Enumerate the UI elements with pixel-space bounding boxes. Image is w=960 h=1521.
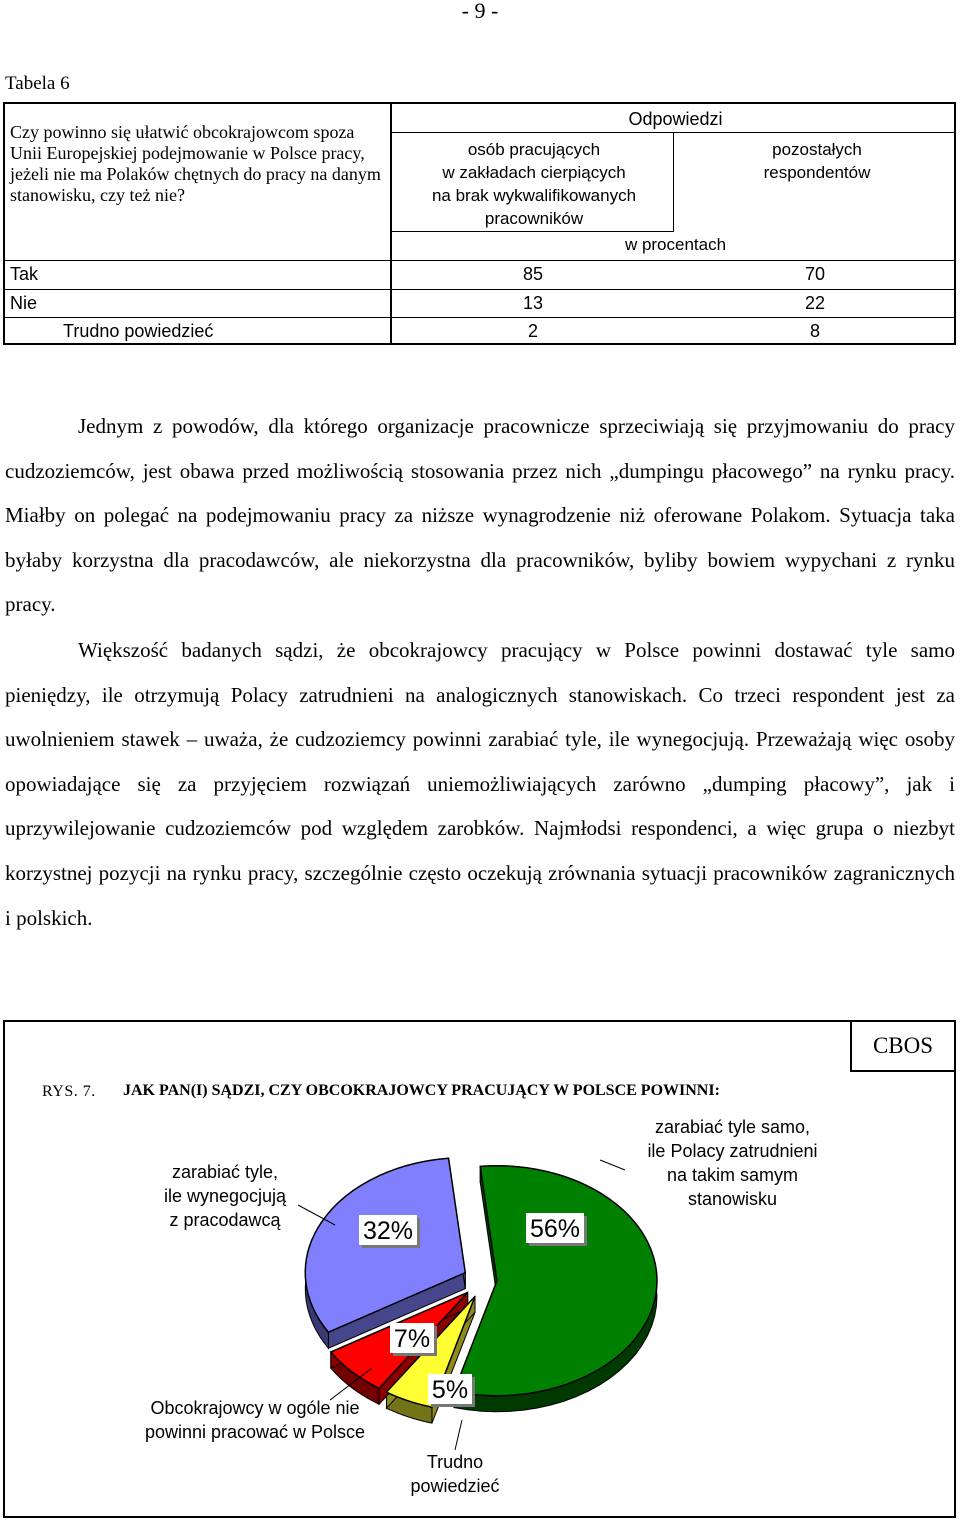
header-odpowiedzi: Odpowiedzi	[628, 109, 723, 129]
slice-label-dk: Trudno powiedzieć	[410, 1452, 500, 1496]
header-unit: w procentach	[624, 235, 727, 254]
value-label-same: 56%	[529, 1215, 581, 1243]
row-value-col1: 85	[522, 264, 544, 284]
figure-label: RYS. 7.	[42, 1083, 96, 1100]
header-col2: pozostałych respondentów	[763, 140, 871, 182]
slice-label-fixed: zarabiać tyle, ile wynegocjują z pracodawcą	[163, 1162, 287, 1230]
value-label-no: 7%	[393, 1325, 431, 1353]
row-label: Tak	[10, 264, 39, 284]
leader-line	[455, 1420, 462, 1450]
row-label: Nie	[10, 293, 38, 313]
slice-label-same: zarabiać tyle samo, ile Polacy zatrudnieni na takim samym stanowisku	[647, 1117, 818, 1209]
row-value-col1: 2	[527, 321, 538, 341]
row-value-col1: 13	[522, 293, 544, 313]
value-label-fixed: 32%	[362, 1217, 414, 1245]
leader-line	[600, 1160, 625, 1170]
value-label-dk: 5%	[431, 1376, 469, 1404]
paragraph-1: Jednym z powodów, dla którego organizacje pracownicze sprzeciwiają się przyjmowaniu do pracy cudzoziemców, jest obawa przed możliwością stosowania przez nich „dumpingu płacowego” na rynku pracy. Miałby on polegać na podejmowaniu pracy za niższe wynagrodzenie niż oferowane Polakom. Sytuacja taka byłaby korzystna dla pracodawców, ale niekorzystna dla pracowników, byliby bowiem wypychani z rynku pracy.	[5, 414, 955, 617]
row-value-col2: 8	[809, 321, 820, 341]
row-value-col2: 22	[804, 293, 826, 313]
row-value-col2: 70	[804, 264, 826, 284]
figure-title: JAK PAN(I) SĄDZI, CZY OBCOKRAJOWCY PRACUJĄCY W POLSCE POWINNI:	[123, 1082, 720, 1099]
paragraph-2: Większość badanych sądzi, że obcokrajowcy pracujący w Polsce powinni dostawać tyle samo pieniędzy, ile otrzymują Polacy zatrudnieni na analogicznych stanowiskach. Co trzeci respondent jest za uwolnieniem stawek – uważa, że cudzoziemcy powinni zarabiać tyle, ile wynegocjują. Przeważają więc osoby opowiadające się za przyjęciem rozwiązań uniemożliwiających zarówno „dumping płacowy”, jak i uprzywilejowanie cudzoziemców pod względem zarobków. Najmłodsi respondenci, a więc grupa o niezbyt korzystnej pozycji na rynku pracy, szczególnie często oczekują zrównania sytuacji pracowników zagranicznych i polskich.	[5, 638, 955, 930]
page-number: - 9 -	[461, 0, 499, 23]
row-label: Trudno powiedzieć	[63, 321, 214, 341]
table-caption: Tabela 6	[5, 73, 70, 94]
slice-label-no: Obcokrajowcy w ogóle nie powinni pracować w Polsce	[144, 1398, 366, 1442]
source-badge: CBOS	[850, 1020, 956, 1072]
header-col1: osób pracujących w zakładach cierpiących na brak wykwalifikowanych pracowników	[431, 140, 637, 228]
table-question: Czy powinno się ułatwić obcokrajowcom spoza Unii Europejskiej podejmowanie w Polsce pracy, jeżeli nie ma Polaków chętnych do pracy na danym stanowisku, czy też nie?	[10, 122, 381, 205]
